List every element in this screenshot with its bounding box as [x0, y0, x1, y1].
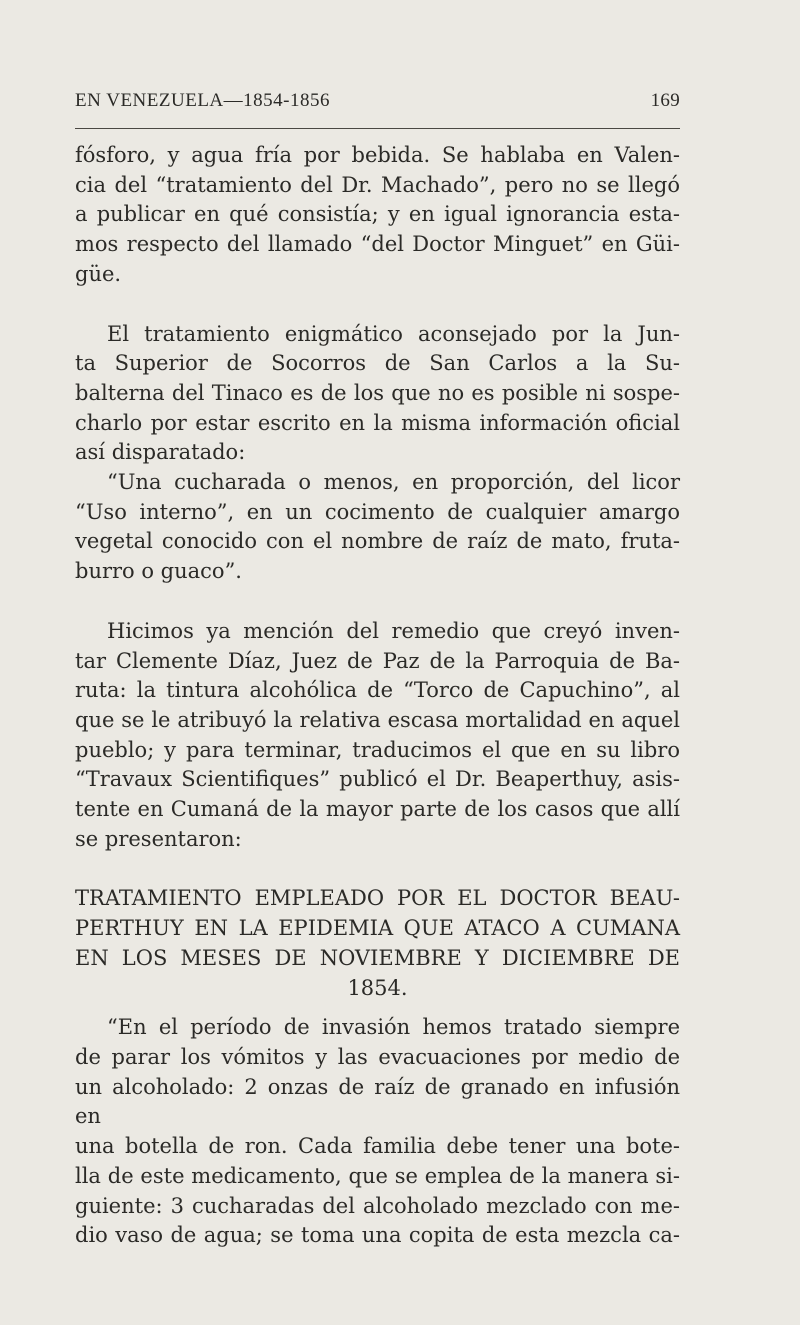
text-line: fósforo, y agua fría por bebida. Se hablaba en Valen- — [75, 143, 680, 167]
paragraph-gap — [75, 1003, 680, 1013]
text-line: “Uso interno”, en un cocimento de cualquier amargo — [75, 499, 680, 524]
running-title: EN VENEZUELA—1854-1856 — [75, 90, 330, 111]
text-line: a publicar en qué consistía; y en igual ignorancia esta- — [75, 202, 680, 227]
header-rule — [75, 128, 680, 129]
text-line: lla de este medicamento, que se emplea de la manera si- — [75, 1163, 680, 1188]
text-line: que se le atribuyó la relativa escasa mortalidad en aquel — [75, 707, 680, 732]
text-line: vegetal conocido con el nombre de raíz de mato, fruta- — [75, 529, 680, 554]
text-line: “Travaux Scientifiques” publicó el Dr. Beaperthuy, asis- — [75, 767, 680, 792]
page-number: 169 — [650, 90, 680, 111]
text-line: cia del “tratamiento del Dr. Machado”, pero no se llegó — [75, 172, 680, 197]
paragraph-gap — [75, 587, 680, 617]
text-line: tente en Cumaná de la mayor parte de los casos que allí — [75, 797, 680, 822]
heading-line: PERTHUY EN LA EPIDEMIA QUE ATACO A CUMANA — [75, 916, 680, 941]
text-line: un alcoholado: 2 onzas de raíz de granado en infusión en — [75, 1074, 680, 1129]
text-line: balterna del Tinaco es de los que no es posible ni sospe- — [75, 380, 680, 405]
page-body — [75, 141, 680, 1251]
page-header — [75, 90, 680, 112]
heading-line: 1854. — [347, 975, 408, 1000]
text-line: charlo por estar escrito en la misma información oficial — [75, 410, 680, 435]
text-line: ruta: la tintura alcohólica de “Torco de Capuchino”, al — [75, 678, 680, 703]
text-line: dio vaso de agua; se toma una copita de esta mezcla ca- — [75, 1223, 680, 1248]
text-line: tar Clemente Díaz, Juez de Paz de la Parroquia de Ba- — [75, 648, 680, 673]
text-line: burro o guaco”. — [75, 559, 242, 584]
heading-line: EN LOS MESES DE NOVIEMBRE Y DICIEMBRE DE — [75, 945, 680, 970]
paragraph-1 — [75, 141, 680, 290]
paragraph-4 — [75, 1013, 680, 1251]
text-line: “Una cucharada o menos, en proporción, del licor — [107, 470, 680, 495]
text-line: Hicimos ya mención del remedio que creyó inven- — [107, 618, 680, 643]
quote-1 — [75, 468, 680, 587]
text-line: pueblo; y para terminar, traducimos el que en su libro — [75, 737, 680, 762]
text-line: guiente: 3 cucharadas del alcoholado mezclado con me- — [75, 1193, 680, 1218]
text-line: “En el período de invasión hemos tratado siempre — [107, 1015, 680, 1040]
text-line: güe. — [75, 261, 122, 286]
paragraph-gap — [75, 290, 680, 320]
text-line: de parar los vómitos y las evacuaciones por medio de — [75, 1044, 680, 1069]
text-line: mos respecto del llamado “del Doctor Minguet” en Güi- — [75, 232, 680, 257]
text-line: se presentaron: — [75, 826, 242, 851]
paragraph-2 — [75, 320, 680, 469]
text-line: ta Superior de Socorros de San Carlos a la Su- — [75, 351, 680, 376]
paragraph-3 — [75, 617, 680, 855]
text-line: así disparatado: — [75, 440, 246, 465]
section-heading — [75, 884, 680, 1003]
text-line: una botella de ron. Cada familia debe tener una bote- — [75, 1134, 680, 1159]
heading-line: TRATAMIENTO EMPLEADO POR EL DOCTOR BEAU- — [75, 886, 680, 911]
paragraph-gap — [75, 854, 680, 884]
text-line: El tratamiento enigmático aconsejado por la Jun- — [107, 321, 680, 346]
